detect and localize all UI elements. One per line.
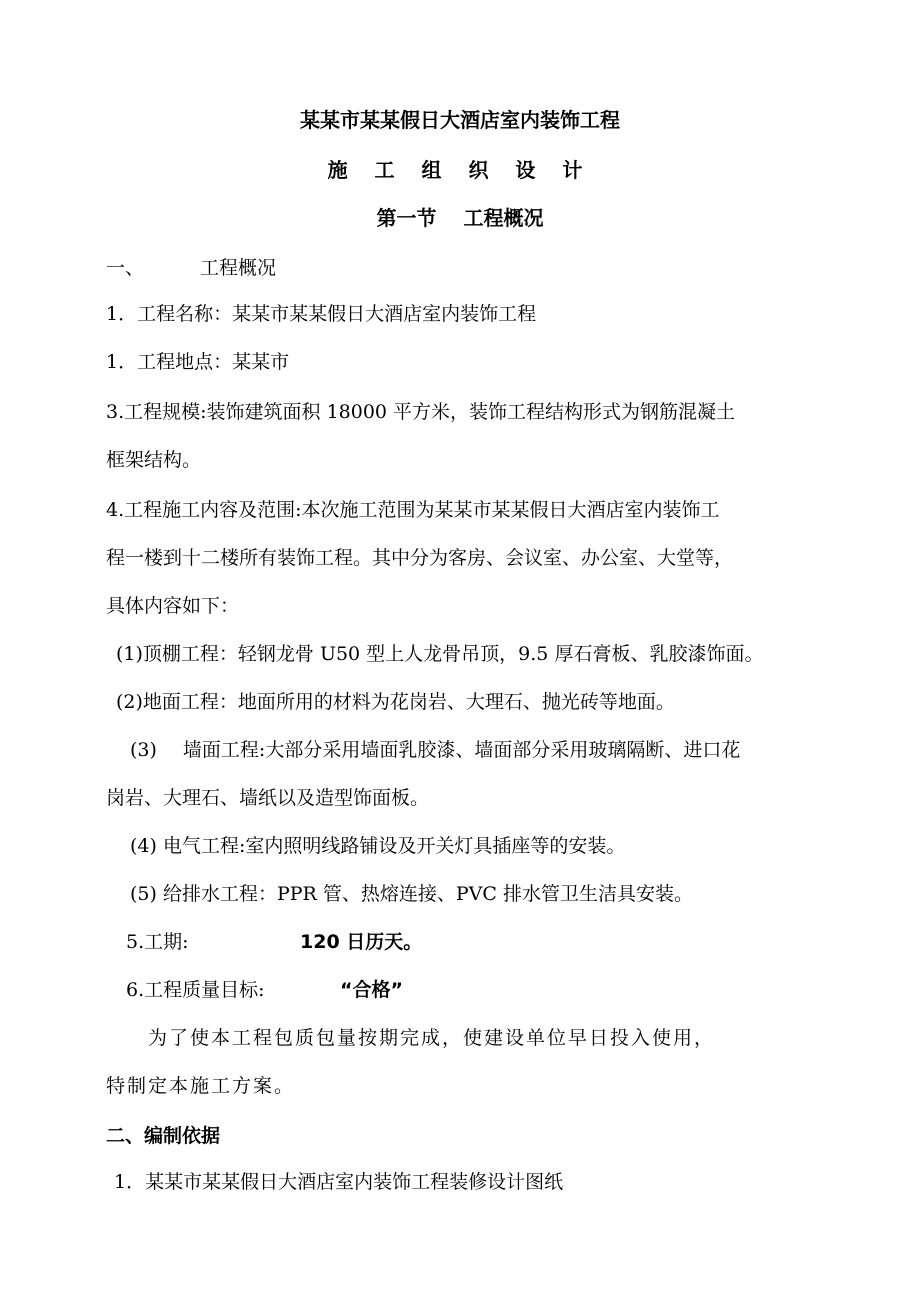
sub-item-ceiling: (1)顶棚工程：轻钢龙骨 U50 型上人龙骨吊顶，9.5 厚石膏板、乳胶漆饰面。 xyxy=(116,643,764,665)
item-scope-line1: 4.工程施工内容及范围:本次施工范围为某某市某某假日大酒店室内装饰工 xyxy=(106,499,720,521)
part1-heading xyxy=(106,254,276,282)
document-title: 某某市某某假日大酒店室内装饰工程 xyxy=(300,108,620,132)
item-period-value: 120 日历天。 xyxy=(300,931,423,953)
closing-paragraph-line1: 为了使本工程包质包量按期完成，使建设单位早日投入使用， xyxy=(148,1027,716,1049)
sub-item-plumbing: (5) 给排水工程：PPR 管、热熔连接、PVC 排水管卫生洁具安装。 xyxy=(130,883,693,905)
item-project-location: 1．工程地点：某某市 xyxy=(106,351,290,373)
sub-item-wall-line2: 岗岩、大理石、墙纸以及造型饰面板。 xyxy=(106,787,430,809)
item-project-scale-line1: 3.工程规模:装饰建筑面积 18000 平方米，装饰工程结构形式为钢筋混凝土 xyxy=(106,401,736,423)
item-period xyxy=(126,928,423,956)
item-quality-label: 6.工程质量目标: xyxy=(126,979,265,1001)
item-scope-line3: 具体内容如下： xyxy=(106,595,240,617)
sub-item-wall-line1 xyxy=(130,736,740,764)
part2-heading: 二、编制依据 xyxy=(106,1125,221,1147)
closing-paragraph-line2: 特制定本施工方案。 xyxy=(106,1075,296,1097)
section-heading: 第一节 工程概况 xyxy=(376,206,544,230)
item-quality xyxy=(126,976,403,1004)
item-period-label: 5.工期: xyxy=(126,931,189,953)
part1-title: 工程概况 xyxy=(200,257,277,279)
document-subtitle: 施 工 组 织 设 计 xyxy=(327,158,593,182)
item-scope-line2: 程一楼到十二楼所有装饰工程。其中分为客房、会议室、办公室、大堂等， xyxy=(106,547,734,569)
part1-number: 一、 xyxy=(106,257,145,279)
part2-item1: 1．某某市某某假日大酒店室内装饰工程装修设计图纸 xyxy=(114,1171,564,1193)
sub-item-wall-text: 墙面工程:大部分采用墙面乳胶漆、墙面部分采用玻璃隔断、进口花 xyxy=(182,739,741,761)
sub-item-electrical: (4) 电气工程:室内照明线路铺设及开关灯具插座等的安装。 xyxy=(130,835,626,857)
sub-item-wall-number: (3) xyxy=(130,739,157,761)
sub-item-floor: (2)地面工程：地面所用的材料为花岗岩、大理石、抛光砖等地面。 xyxy=(116,691,675,713)
item-quality-value: “合格” xyxy=(340,979,403,1001)
item-project-scale-line2: 框架结构。 xyxy=(106,449,202,471)
item-project-name: 1．工程名称：某某市某某假日大酒店室内装饰工程 xyxy=(106,303,537,325)
